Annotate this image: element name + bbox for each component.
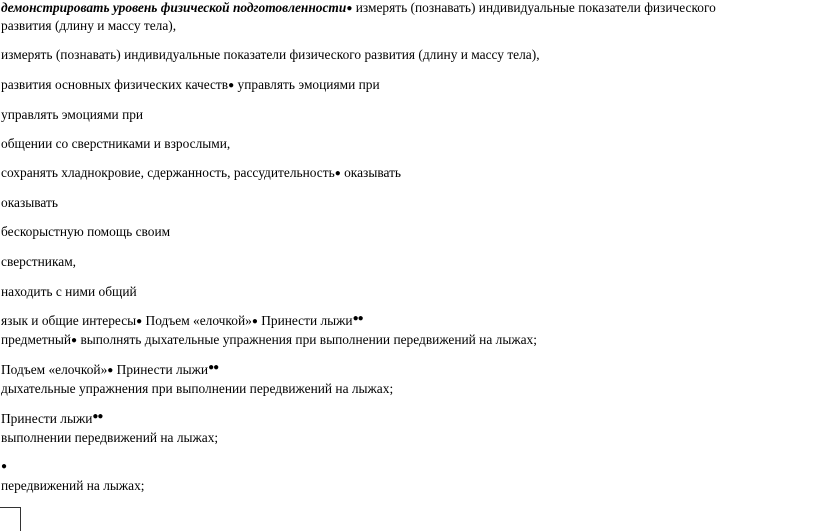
double-bullet-icon: ●● <box>208 362 219 373</box>
line-11: находить с ними общий <box>1 284 137 299</box>
line-3: измерять (познавать) индивидуальные показатели физического развития (длину и массу тела), <box>1 47 540 62</box>
line-4-text-b: управлять эмоциями при <box>234 77 380 92</box>
bullet-icon: ● <box>107 365 114 376</box>
line-7-text-b: оказывать <box>340 165 402 180</box>
line-7 <box>1 165 401 183</box>
line-8: оказывать <box>1 195 58 210</box>
line-13-text-a: предметный <box>1 332 72 347</box>
double-bullet-icon: ●● <box>92 411 103 422</box>
bullet-icon: ● <box>228 80 235 91</box>
double-bullet-icon: ●● <box>352 313 363 324</box>
bullet-icon: ● <box>71 335 78 346</box>
line-2: развития (длину и массу тела), <box>1 18 177 33</box>
bullet-icon: ● <box>1 461 8 472</box>
line-10: сверстникам, <box>1 254 77 269</box>
bullet-icon: ● <box>136 316 143 327</box>
line-14-text-a: Подъем «елочкой» <box>1 362 108 377</box>
line-13 <box>1 332 537 350</box>
line-standalone-bullet <box>1 458 7 476</box>
line-12-text-a: язык и общие интересы <box>1 313 137 328</box>
line-13-text-b: выполнять дыхательные упражнения при выполнении передвижений на лыжах; <box>77 332 537 347</box>
line-15: дыхательные упражнения при выполнении передвижений на лыжах; <box>1 381 394 396</box>
line-4-text-a: развития основных физических качеств <box>1 77 229 92</box>
page-corner-frame <box>0 507 21 531</box>
line-1-text: измерять (познавать) индивидуальные показатели физического <box>352 0 716 15</box>
line-14 <box>1 362 218 380</box>
line-9: бескорыстную помощь своим <box>1 224 171 239</box>
line-12-text-b: Подъем «елочкой» <box>142 313 252 328</box>
line-16-text: Принести лыжи <box>1 411 93 426</box>
line-16 <box>1 411 102 429</box>
bullet-icon: ● <box>334 168 341 179</box>
line-17: выполнении передвижений на лыжах; <box>1 430 219 445</box>
line-12 <box>1 313 363 331</box>
line-14-text-b: Принести лыжи <box>113 362 209 377</box>
line-6: общении со сверстниками и взрослыми, <box>1 136 231 151</box>
line-7-text-a: сохранять хладнокровие, сдержанность, рассудительность <box>1 165 335 180</box>
line-18: передвижений на лыжах; <box>1 478 145 493</box>
bullet-icon: ● <box>346 3 353 14</box>
line-4 <box>1 77 380 95</box>
line-12-text-c: Принести лыжи <box>257 313 353 328</box>
line-1 <box>1 0 716 18</box>
line-5: управлять эмоциями при <box>1 107 144 122</box>
objective-heading: демонстрировать уровень физической подготовленности <box>1 0 347 15</box>
bullet-icon: ● <box>251 316 258 327</box>
